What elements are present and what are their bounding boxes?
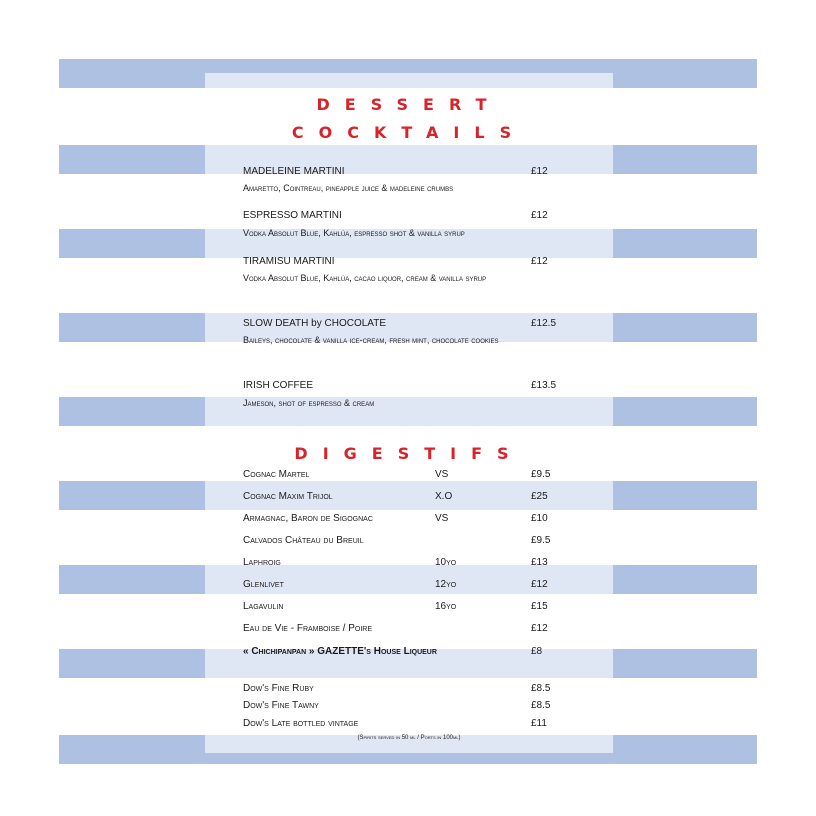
item-description: Vodka Absolut Blue, Kahlúa, espresso shot & vanilla syrup	[243, 228, 465, 238]
dessert-heading-line1: DESSERT	[316, 95, 502, 114]
item-price: £11	[531, 718, 547, 729]
item-name: Armagnac, Baron de Sigognac	[243, 513, 373, 524]
item-price: £12	[531, 256, 548, 267]
item-description: Baileys, chocolate & vanilla ice-cream, fresh mint, chocolate cookies	[243, 335, 499, 345]
item-name: Dow's Late bottled vintage	[243, 718, 359, 729]
item-price: £8.5	[531, 683, 551, 694]
panel-stripe	[205, 73, 613, 88]
item-name: IRISH COFFEE	[243, 380, 314, 391]
item-price: £12	[531, 623, 548, 634]
item-name: Calvados Château du Breuil	[243, 535, 364, 546]
digestifs-heading: DIGESTIFS	[294, 444, 524, 463]
item-price: £9.5	[531, 469, 551, 480]
item-detail: 10yo	[435, 557, 457, 568]
item-name: Lagavulin	[243, 601, 284, 612]
item-name: « Chichipanpan » GAZETTE's House Liqueur	[243, 646, 437, 657]
item-name: MADELEINE MARTINI	[243, 166, 345, 177]
item-detail: VS	[435, 513, 449, 524]
footnote: (Spirits served in 50 ml / Ports in 100ml)	[357, 735, 461, 741]
item-detail: 12yo	[435, 579, 457, 590]
item-name: Cognac Martel	[243, 469, 310, 480]
item-price: £9.5	[531, 535, 551, 546]
item-price: £8.5	[531, 700, 551, 711]
item-description: Amaretto, Cointreau, pineapple juice & madeleine crumbs	[243, 183, 454, 193]
item-detail: X.O	[435, 491, 453, 502]
item-name: SLOW DEATH by CHOCOLATE	[243, 318, 386, 329]
item-price: £12	[531, 210, 548, 221]
item-name: TIRAMISU MARTINI	[243, 256, 335, 267]
item-price: £25	[531, 491, 548, 502]
item-price: £15	[531, 601, 548, 612]
item-name: Laphroig	[243, 557, 281, 568]
item-name: ESPRESSO MARTINI	[243, 210, 342, 221]
item-price: £13	[531, 557, 548, 568]
item-price: £10	[531, 513, 548, 524]
item-price: £12	[531, 166, 548, 177]
item-name: Glenlivet	[243, 579, 284, 590]
item-name: Eau de Vie - Framboise / Poire	[243, 623, 373, 634]
item-price: £12	[531, 579, 548, 590]
item-name: Dow's Fine Ruby	[243, 683, 314, 694]
item-detail: 16yo	[435, 601, 457, 612]
item-description: Vodka Absolut Blue, Kahlúa, cacao liquor, cream & vanilla syrup	[243, 273, 487, 283]
item-price: £13.5	[531, 380, 557, 391]
item-name: Cognac Maxim Trijol	[243, 491, 333, 502]
item-price: £12.5	[531, 318, 557, 329]
dessert-heading-line2: COCKTAILS	[291, 123, 527, 142]
item-description: Jameson, shot of espresso & cream	[243, 398, 375, 408]
item-detail: VS	[435, 469, 449, 480]
item-name: Dow's Fine Tawny	[243, 700, 319, 711]
item-price: £8	[531, 646, 543, 657]
